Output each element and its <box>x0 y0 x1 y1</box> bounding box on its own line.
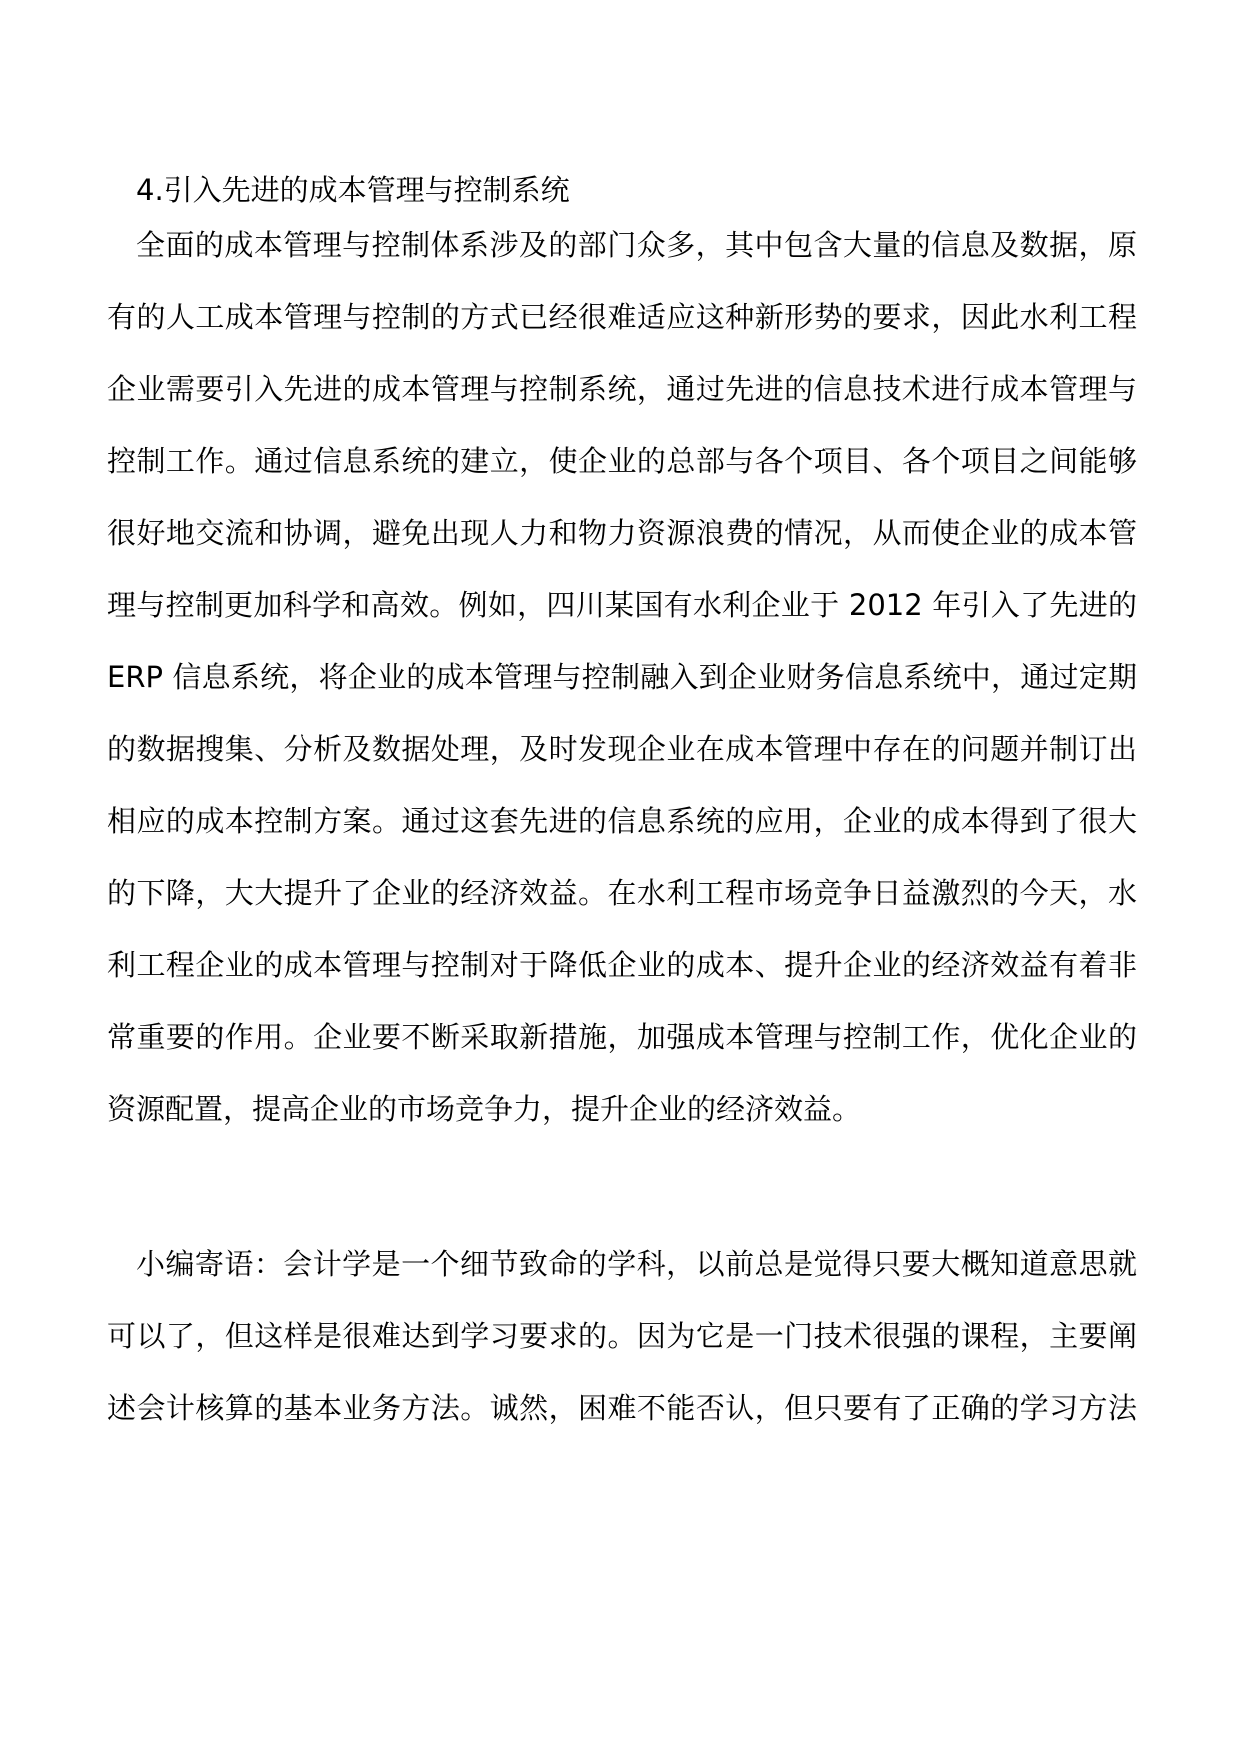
paragraph-line: 理与控制更加科学和高效。例如，四川某国有水利企业于 2012 年引入了先进的 <box>107 588 1137 622</box>
section-heading: 4.引入先进的成本管理与控制系统 <box>136 173 570 207</box>
paragraph-line: 有的人工成本管理与控制的方式已经很难适应这种新形势的要求，因此水利工程 <box>107 300 1137 334</box>
paragraph-line: 常重要的作用。企业要不断采取新措施，加强成本管理与控制工作，优化企业的 <box>107 1020 1137 1054</box>
paragraph-line: 资源配置，提高企业的市场竞争力，提升企业的经济效益。 <box>107 1092 862 1126</box>
paragraph-line: ERP 信息系统，将企业的成本管理与控制融入到企业财务信息系统中，通过定期 <box>107 660 1137 694</box>
paragraph-line: 的数据搜集、分析及数据处理，及时发现企业在成本管理中存在的问题并制订出 <box>107 732 1137 766</box>
paragraph-line: 相应的成本控制方案。通过这套先进的信息系统的应用，企业的成本得到了很大 <box>107 804 1137 838</box>
paragraph-line: 述会计核算的基本业务方法。诚然，困难不能否认，但只要有了正确的学习方法 <box>107 1391 1137 1425</box>
paragraph-line: 可以了，但这样是很难达到学习要求的。因为它是一门技术很强的课程，主要阐 <box>107 1319 1137 1353</box>
paragraph-line: 利工程企业的成本管理与控制对于降低企业的成本、提升企业的经济效益有着非 <box>107 948 1137 982</box>
paragraph-line: 企业需要引入先进的成本管理与控制系统，通过先进的信息技术进行成本管理与 <box>107 372 1137 406</box>
paragraph-line: 控制工作。通过信息系统的建立，使企业的总部与各个项目、各个项目之间能够 <box>107 444 1137 478</box>
paragraph-line: 全面的成本管理与控制体系涉及的部门众多，其中包含大量的信息及数据，原 <box>136 228 1137 262</box>
paragraph-line: 的下降，大大提升了企业的经济效益。在水利工程市场竞争日益激烈的今天，水 <box>107 876 1137 910</box>
paragraph-line: 小编寄语：会计学是一个细节致命的学科，以前总是觉得只要大概知道意思就 <box>136 1247 1137 1281</box>
paragraph-line: 很好地交流和协调，避免出现人力和物力资源浪费的情况，从而使企业的成本管 <box>107 516 1137 550</box>
